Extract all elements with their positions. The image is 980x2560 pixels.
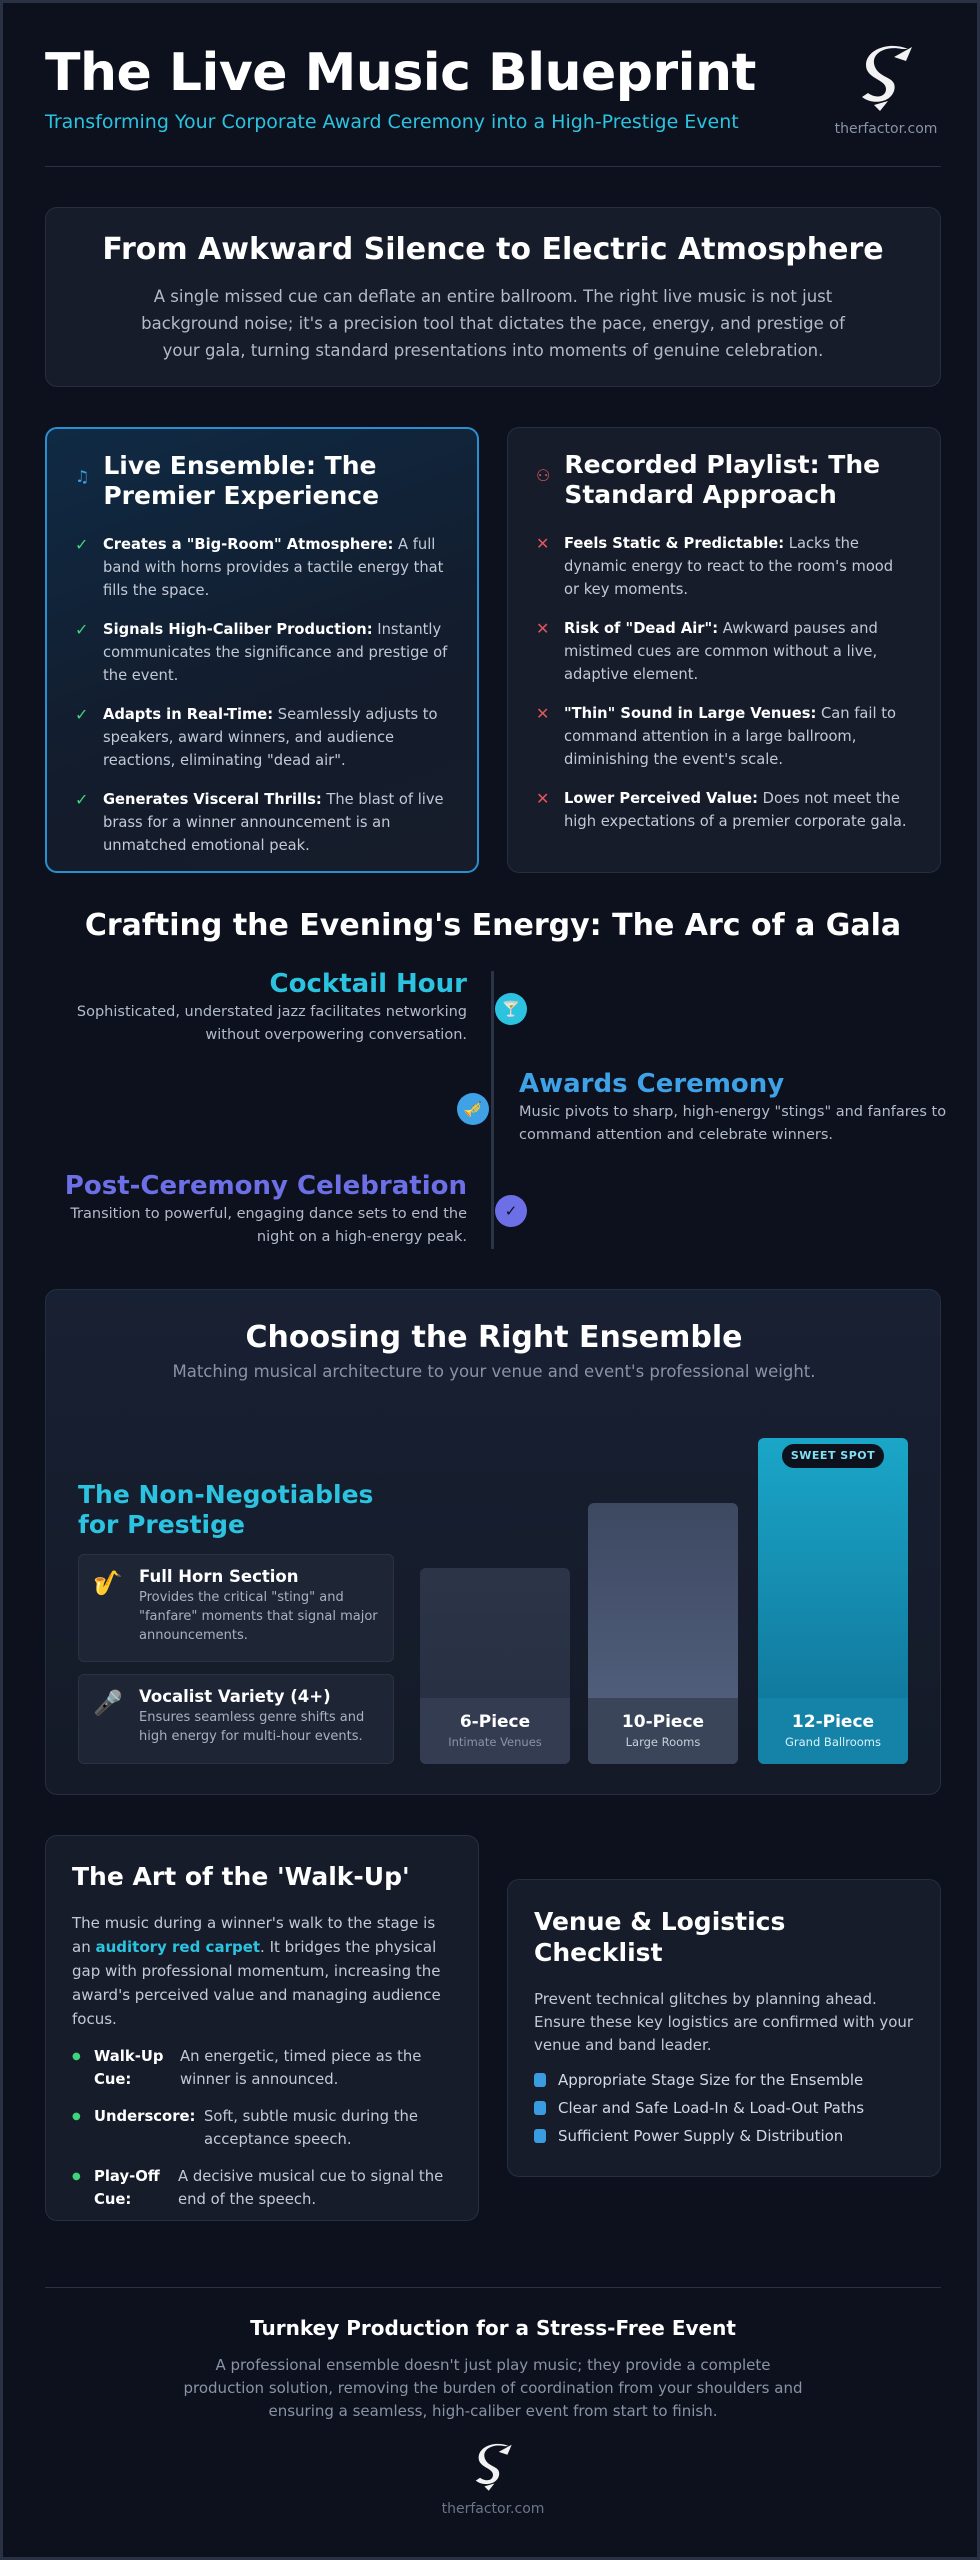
feature-desc: Provides the critical "sting" and "fanfare" moments that signal major announcements.: [139, 1590, 378, 1643]
bar-6-piece[interactable]: [420, 1568, 570, 1764]
recorded-cons-list: [536, 532, 912, 833]
footer-heading: Turnkey Production for a Stress-Free Event: [250, 2316, 736, 2340]
nonneg-title: The Non-Negotiables for Prestige: [78, 1480, 374, 1539]
item-text: Can fail to command attention in a large ballroom, diminishing the event's scale.: [564, 705, 896, 768]
item-bold: "Thin" Sound in Large Venues:: [564, 705, 817, 722]
bullet-icon: ●: [72, 2171, 81, 2182]
trumpet-icon: 🎺: [457, 1093, 489, 1125]
checkbox-icon: [534, 2073, 546, 2087]
item-bold: Signals High-Caliber Production:: [103, 621, 373, 638]
script-s-logo-icon: [854, 43, 918, 113]
header: [45, 43, 941, 167]
intro-text: . It bridges the physical gap with professional momentum, increasing the award's perceived value and managing audience focus.: [72, 1938, 441, 2028]
stage-title: Awards Ceremony: [519, 1069, 785, 1099]
checklist-text: Appropriate Stage Size for the Ensemble: [558, 2071, 864, 2089]
item-text: A full band with horns provides a tactile energy that fills the space.: [103, 536, 444, 599]
check-icon: ✓: [75, 790, 89, 809]
bar-label: 10-Piece: [621, 1712, 705, 1732]
list-item: [75, 618, 449, 687]
stage-desc: Music pivots to sharp, high-energy "stings" and fanfares to command attention and celebrate winners.: [519, 1104, 947, 1143]
item-bold: Creates a "Big-Room" Atmosphere:: [103, 536, 394, 553]
feature-desc: Ensures seamless genre shifts and high energy for multi-hour events.: [139, 1710, 365, 1744]
item-bold: Generates Visceral Thrills:: [103, 791, 322, 808]
bar-label-box: [588, 1698, 738, 1764]
bullet-icon: ●: [72, 2051, 81, 2062]
checklist-item: [534, 2071, 914, 2089]
live-ensemble-card: [45, 427, 479, 873]
x-icon: ✕: [536, 619, 550, 638]
stage-desc: Sophisticated, understated jazz facilitates networking without overpowering conversation.: [76, 1004, 467, 1043]
item-bold: Lower Perceived Value:: [564, 790, 758, 807]
venue-body: Prevent technical glitches by planning ahead. Ensure these key logistics are confirmed with your venue and band leader.: [534, 1990, 914, 2054]
footer-body: A professional ensemble doesn't just play music; they provide a complete production solution, removing the burden of coordination from your shoulders and ensuring a seamless, high-caliber event from start to finish.: [183, 2356, 803, 2420]
item-text: Lacks the dynamic energy to react to the room's mood or key moments.: [564, 535, 894, 598]
check-icon: ✓: [75, 705, 89, 724]
x-icon: ✕: [536, 704, 550, 723]
list-item: [75, 788, 449, 857]
microphone-icon: 🎤: [93, 1689, 123, 1717]
ensemble-subtitle: Matching musical architecture to your venue and event's professional weight.: [172, 1362, 816, 1381]
cue-item: [72, 2165, 452, 2211]
cue-label: Walk-Up Cue:: [94, 2048, 164, 2088]
intro-heading: From Awkward Silence to Electric Atmosphere: [102, 232, 884, 267]
feature-title: Vocalist Variety (4+): [139, 1687, 331, 1706]
arc-stage-awards: [519, 1069, 949, 1147]
ensemble-card: [45, 1289, 941, 1795]
arc-title: Crafting the Evening's Energy: The Arc of a Gala: [84, 908, 902, 943]
venue-card: [507, 1879, 941, 2177]
brand-domain: therfactor.com: [834, 121, 938, 137]
item-text: The blast of live brass for a winner announcement is an unmatched emotional peak.: [103, 791, 444, 854]
item-text: Does not meet the high expectations of a premier corporate gala.: [564, 790, 907, 830]
check-icon: ✓: [75, 620, 89, 639]
bar-label-box: [758, 1698, 908, 1764]
intro-card: [45, 207, 941, 387]
checkbox-icon: [534, 2101, 546, 2115]
footer-domain: therfactor.com: [441, 2501, 545, 2517]
bar-sub: Grand Ballrooms: [785, 1735, 881, 1749]
footer: [45, 2287, 941, 2537]
bar-label: 6-Piece: [459, 1712, 531, 1732]
script-s-logo-icon: [470, 2441, 516, 2493]
cue-label: Underscore:: [94, 2108, 196, 2125]
checkbox-icon: [534, 2129, 546, 2143]
x-icon: ✕: [536, 534, 550, 553]
highlight-text: auditory red carpet: [95, 1938, 261, 1956]
feature-vocalist: [78, 1674, 394, 1764]
bullet-icon: ●: [72, 2111, 81, 2122]
sweet-spot-badge: SWEET SPOT: [782, 1444, 884, 1468]
list-item: [536, 702, 912, 771]
bar-10-piece[interactable]: [588, 1503, 738, 1764]
intro-text: The music during a winner's walk to the stage is an: [72, 1914, 436, 1956]
recorded-playlist-card: [507, 427, 941, 873]
ensemble-title: Choosing the Right Ensemble: [245, 1320, 743, 1355]
intro-body: A single missed cue can deflate an entire ballroom. The right live music is not just background noise; it's a precision tool that dictates the pace, energy, and prestige of your gala, turning standard presentations into moments of genuine celebration.: [141, 287, 845, 360]
stage-title: Post-Ceremony Celebration: [64, 1171, 467, 1201]
cue-text: A decisive musical cue to signal the end of the speech.: [178, 2168, 444, 2208]
walkup-title: The Art of the 'Walk-Up': [72, 1862, 410, 1891]
live-heading: Live Ensemble: The Premier Experience: [103, 451, 380, 510]
list-item: [536, 617, 912, 686]
item-bold: Risk of "Dead Air":: [564, 620, 719, 637]
bar-sub: Large Rooms: [625, 1735, 701, 1749]
item-text: Instantly communicates the significance and prestige of the event.: [103, 621, 448, 684]
brand-logo[interactable]: [831, 43, 941, 137]
list-item: [536, 787, 912, 833]
bar-label-box: [420, 1698, 570, 1764]
horn-section-icon: 🎷: [93, 1569, 123, 1597]
checklist-text: Sufficient Power Supply & Distribution: [558, 2127, 844, 2145]
item-text: Awkward pauses and mistimed cues are common without a live, adaptive element.: [564, 620, 878, 683]
cue-label: Play-Off Cue:: [94, 2168, 160, 2208]
stage-desc: Transition to powerful, engaging dance sets to end the night on a high-energy peak.: [70, 1206, 467, 1245]
cocktail-icon: 🍸: [495, 993, 527, 1025]
bar-12-piece[interactable]: [758, 1438, 908, 1764]
cue-text: Soft, subtle music during the acceptance speech.: [204, 2108, 418, 2148]
check-circle-icon: ✓: [495, 1195, 527, 1227]
arc-stage-celebration: [45, 1171, 467, 1249]
page-subtitle: Transforming Your Corporate Award Ceremony into a High-Prestige Event: [45, 111, 739, 133]
robot-icon: ⚇: [536, 466, 551, 485]
walkup-intro: [72, 1911, 452, 2031]
arc-stage-cocktail: [45, 969, 467, 1047]
walkup-card: [45, 1835, 479, 2221]
checklist-text: Clear and Safe Load-In & Load-Out Paths: [558, 2099, 865, 2117]
footer-logo[interactable]: [45, 2441, 941, 2517]
live-pros-list: [75, 533, 449, 857]
cue-item: [72, 2105, 452, 2151]
checklist-item: [534, 2099, 914, 2117]
list-item: [536, 532, 912, 601]
feature-title: Full Horn Section: [139, 1567, 299, 1586]
list-item: [75, 703, 449, 772]
page-title: The Live Music Blueprint: [45, 43, 756, 103]
x-icon: ✕: [536, 789, 550, 808]
venue-title: Venue & Logistics Checklist: [534, 1907, 786, 1967]
music-note-icon: ♫: [75, 467, 90, 486]
item-bold: Feels Static & Predictable:: [564, 535, 785, 552]
timeline-line: [491, 971, 494, 1249]
cue-text: An energetic, timed piece as the winner is announced.: [180, 2048, 422, 2088]
bar-sub: Intimate Venues: [448, 1735, 542, 1749]
checklist-item: [534, 2127, 914, 2145]
item-bold: Adapts in Real-Time:: [103, 706, 274, 723]
item-text: Seamlessly adjusts to speakers, award winners, and audience reactions, eliminating "dead air".: [103, 706, 438, 769]
stage-title: Cocktail Hour: [269, 969, 467, 999]
bar-label: 12-Piece: [791, 1712, 875, 1732]
check-icon: ✓: [75, 535, 89, 554]
cue-item: [72, 2045, 452, 2091]
feature-horn-section: [78, 1554, 394, 1662]
venue-checklist: [534, 2071, 914, 2145]
list-item: [75, 533, 449, 602]
recorded-heading: Recorded Playlist: The Standard Approach: [564, 450, 881, 509]
